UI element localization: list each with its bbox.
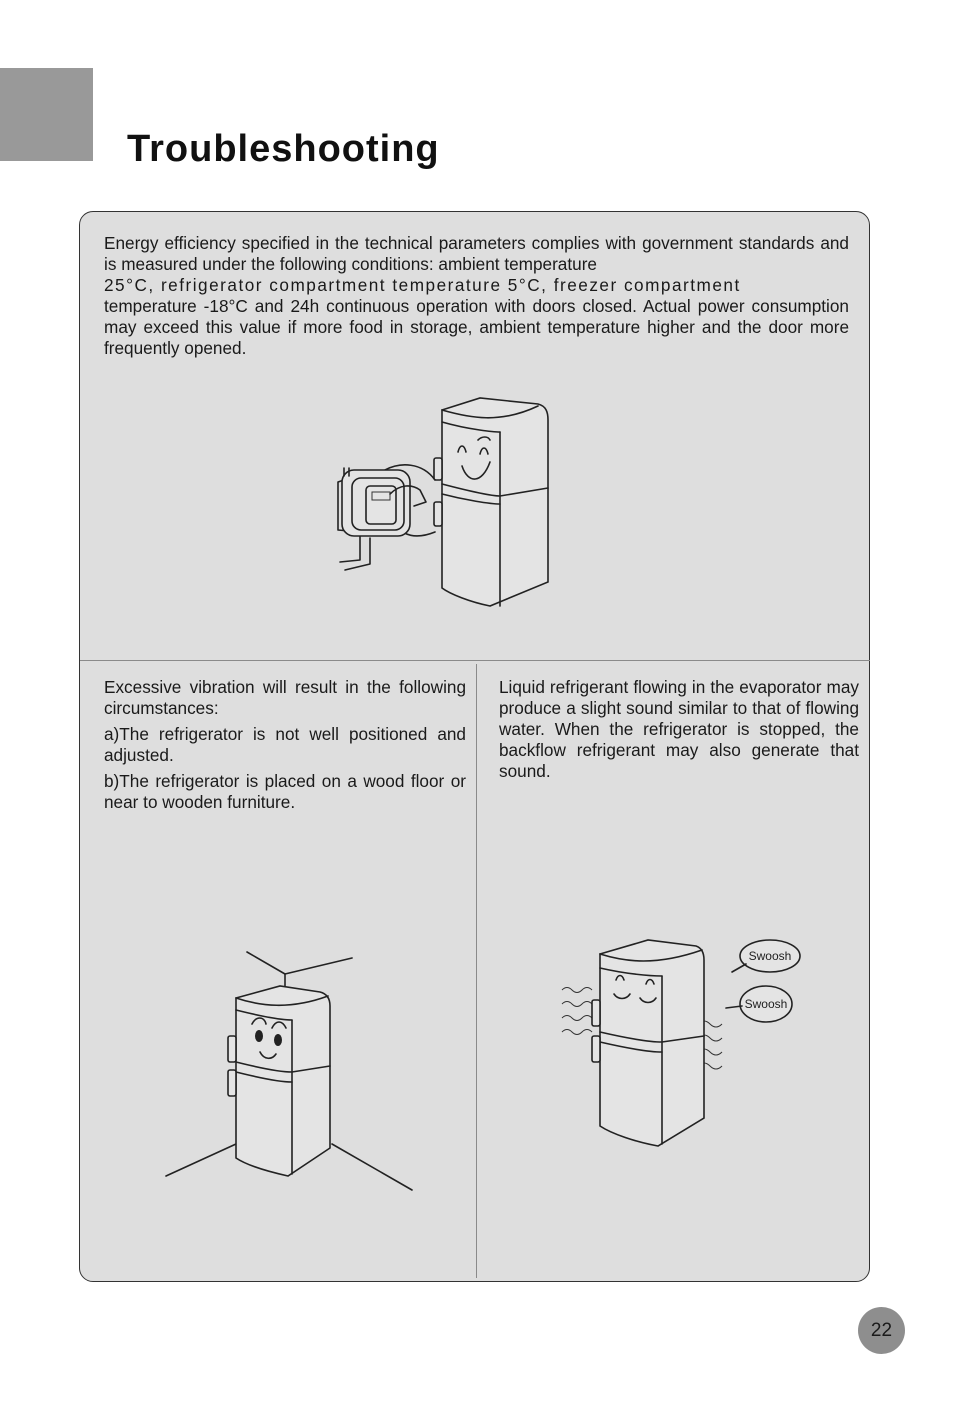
energy-text-b: 25°C, refrigerator compartment temperature 5°C, freezer compartment [104,275,741,295]
corner-tab-block [0,68,93,161]
vibration-item-b: b)The refrigerator is placed on a wood floor or near to wooden furniture. [104,771,466,812]
vibration-text [104,677,466,818]
refrigerant-paragraph: Liquid refrigerant flowing in the evaporator may produce a slight sound similar to that of flowing water. When the refrigerator is stopped, the backflow refrigerant may also generate that sound. [499,677,859,781]
page-number-badge: 22 [858,1307,905,1354]
energy-efficiency-text [104,233,849,359]
horizontal-divider [80,660,870,661]
energy-text-c: temperature -18°C and 24h continuous operation with doors closed. Actual power consumption may exceed this value if more food in storage, ambient temperature higher and the door more frequently opened. [104,296,849,358]
energy-text-a: Energy efficiency specified in the technical parameters complies with government standards and is measured under the following conditions: ambient temperature [104,233,849,274]
vertical-divider [476,664,477,1278]
swoosh-bubble-1: Swoosh [748,949,792,963]
swoosh-bubble-2: Swoosh [744,997,788,1011]
vibration-intro: Excessive vibration will result in the following circumstances: [104,677,466,718]
page-title: Troubleshooting [127,128,440,170]
refrigerant-text [499,677,859,782]
fridge-plug-illustration [330,392,560,614]
fridge-vibration-illustration [160,944,420,1200]
fridge-swoosh-illustration [556,934,806,1154]
vibration-item-a: a)The refrigerator is not well positioned and adjusted. [104,724,466,765]
